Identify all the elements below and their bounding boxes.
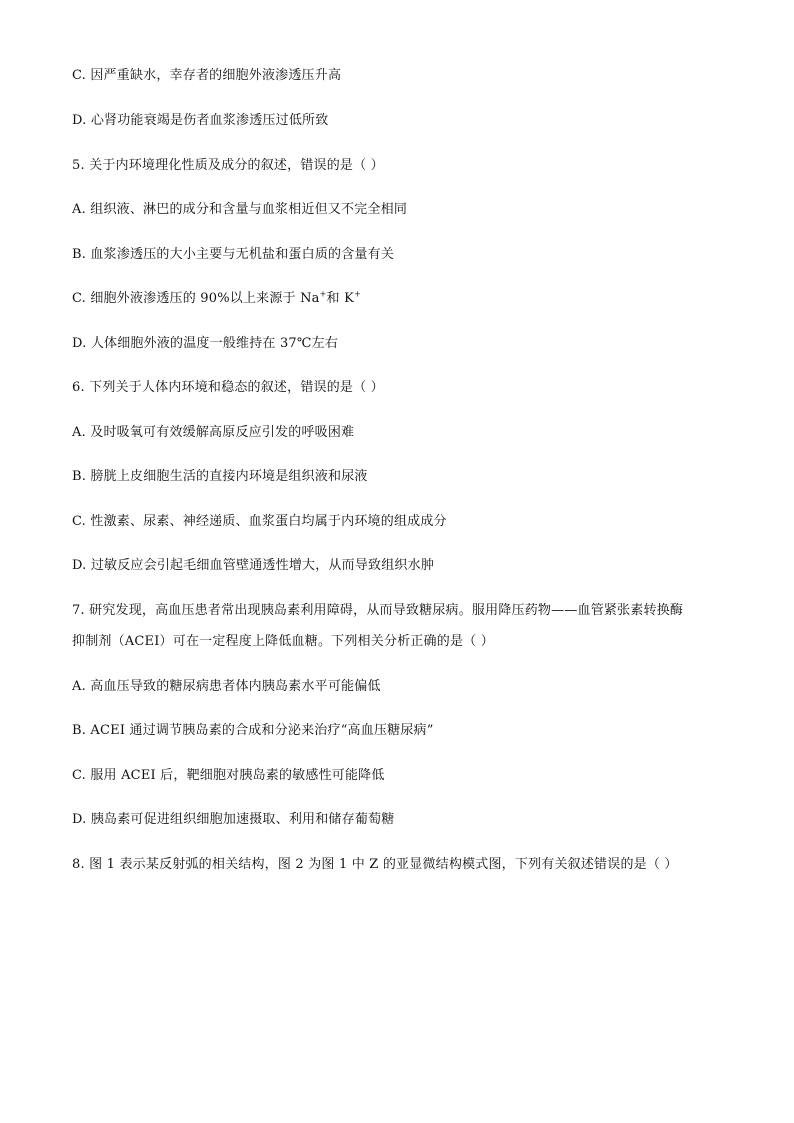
question-7-line-1: 7. 研究发现，高血压患者常出现胰岛素利用障碍，从而导致糖尿病。服用降压药物——血管紧张素转换酶 xyxy=(72,603,684,618)
q7-option-b: B. ACEI 通过调节胰岛素的合成和分泌来治疗“高血压糖尿病” xyxy=(72,723,434,738)
q7-option-a: A. 高血压导致的糖尿病患者体内胰岛素水平可能偏低 xyxy=(72,679,381,694)
q5c-text-2: 和 K xyxy=(326,291,354,306)
q6-option-a: A. 及时吸氧可有效缓解高原反应引发的呼吸困难 xyxy=(72,425,355,440)
q6-option-d: D. 过敏反应会引起毛细血管壁通透性增大，从而导致组织水肿 xyxy=(72,558,435,573)
q5-option-a: A. 组织液、淋巴的成分和含量与血浆相近但又不完全相同 xyxy=(72,202,408,217)
q5c-text-1: C. 细胞外液渗透压的 90%以上来源于 Na xyxy=(72,291,320,306)
q6-option-b: B. 膀胱上皮细胞生活的直接内环境是组织液和尿液 xyxy=(72,469,368,484)
question-6: 6. 下列关于人体内环境和稳态的叙述，错误的是（ ） xyxy=(72,380,384,395)
q6-option-c: C. 性激素、尿素、神经递质、血浆蛋白均属于内环境的组成成分 xyxy=(72,514,447,529)
q4-option-d: D. 心肾功能衰竭是伤者血浆渗透压过低所致 xyxy=(72,113,329,128)
question-7-line-2: 抑制剂（ACEI）可在一定程度上降低血糖。下列相关分析正确的是（ ） xyxy=(72,634,494,649)
question-5: 5. 关于内环境理化性质及成分的叙述，错误的是（ ） xyxy=(72,158,384,173)
q4-option-c: C. 因严重缺水，幸存者的细胞外液渗透压升高 xyxy=(72,68,342,83)
q5-option-b: B. 血浆渗透压的大小主要与无机盐和蛋白质的含量有关 xyxy=(72,247,395,262)
q7-option-d: D. 胰岛素可促进组织细胞加速摄取、利用和储存葡萄糖 xyxy=(72,812,395,827)
question-8: 8. 图 1 表示某反射弧的相关结构，图 2 为图 1 中 Z 的亚显微结构模式图，下列有关叙述错误的是（ ） xyxy=(72,857,678,872)
q5-option-d: D. 人体细胞外液的温度一般维持在 37℃左右 xyxy=(72,336,339,351)
q5-option-c xyxy=(72,289,732,309)
q5c-superscript-1: + xyxy=(319,289,327,299)
q7-option-c: C. 服用 ACEI 后，靶细胞对胰岛素的敏感性可能降低 xyxy=(72,768,385,783)
q5c-superscript-2: + xyxy=(354,289,361,299)
